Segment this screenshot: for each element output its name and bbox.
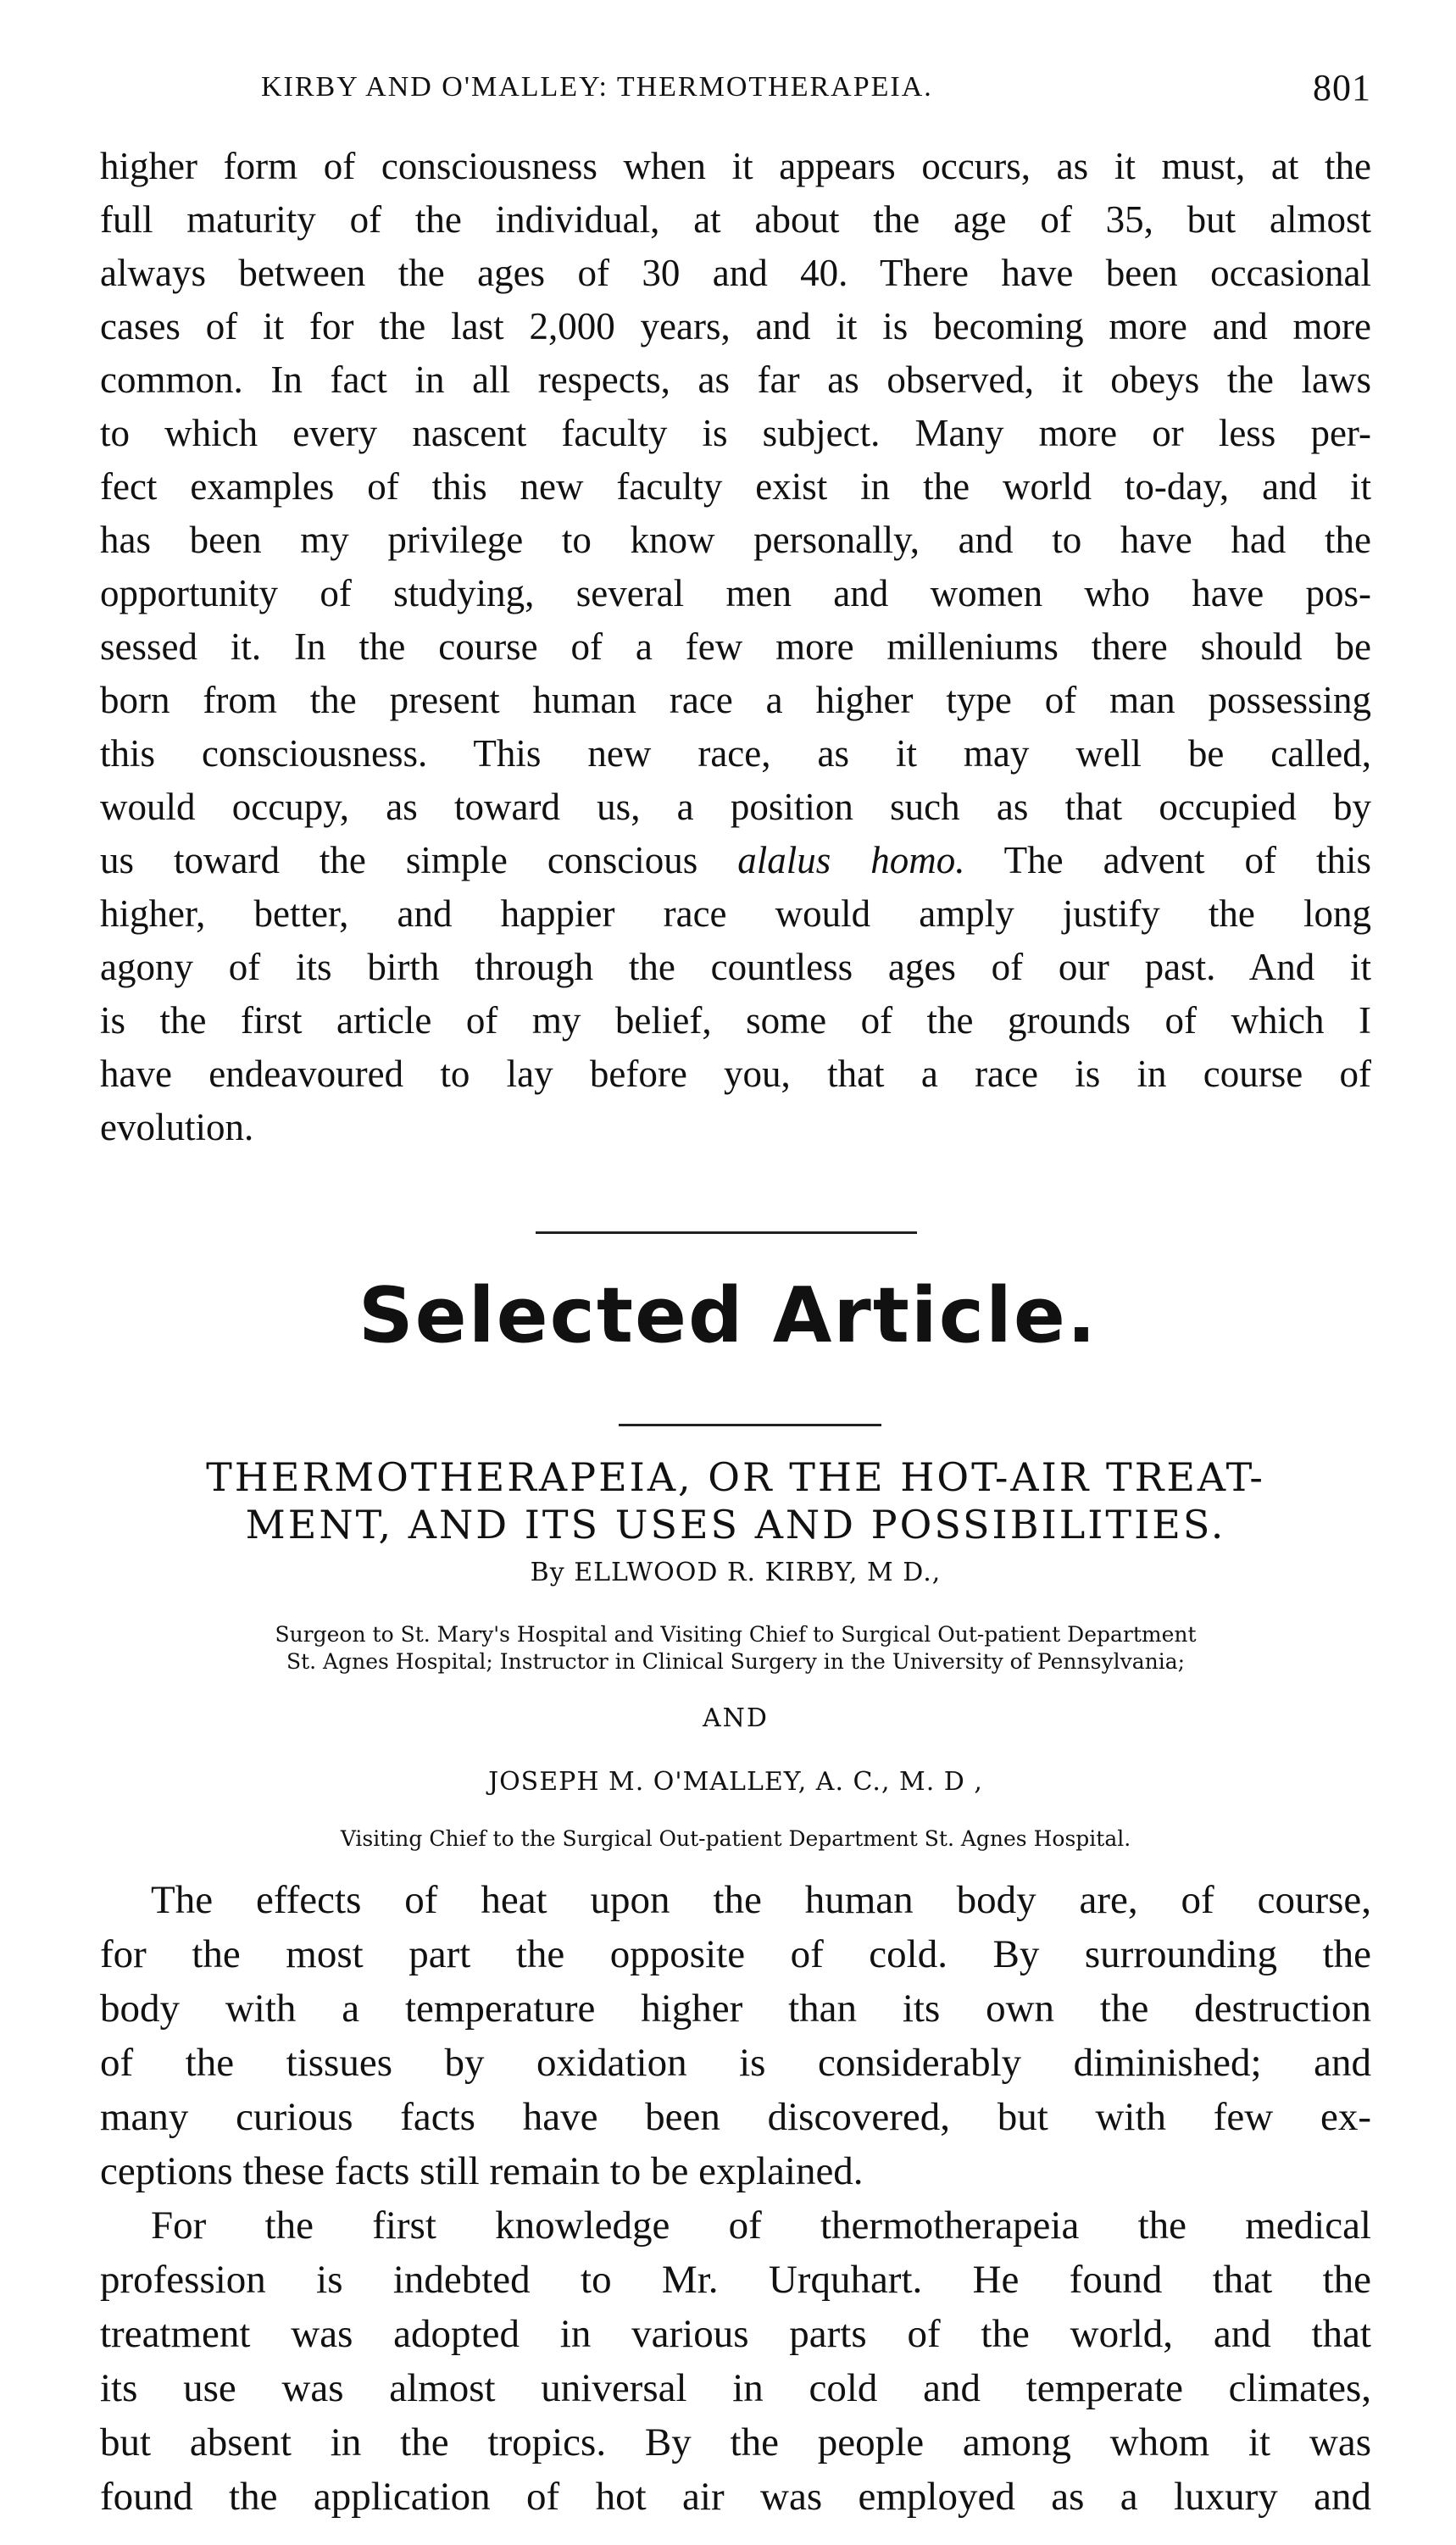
- text-line: would occupy, as toward us, a position such as that occupied by: [100, 786, 1371, 828]
- article-title: [100, 1453, 1371, 1548]
- text-line: The effects of heat upon the human body are, of course,: [151, 1878, 1371, 1922]
- text-line: body with a temperature higher than its own the destruction: [100, 1987, 1371, 2031]
- author-byline: By ELLWOOD R. KIRBY, M D.,: [530, 1558, 942, 1587]
- text-line: evolution.: [100, 1106, 254, 1148]
- text-line: For the first knowledge of thermotherapeia the medical: [151, 2203, 1371, 2248]
- previous-article-text: [100, 140, 1371, 1154]
- text-segment: The advent of this: [964, 839, 1371, 881]
- text-line: cases of it for the last 2,000 years, and it is becoming more and more: [100, 305, 1371, 347]
- text-line: higher form of consciousness when it appears occurs, as it must, at the: [100, 145, 1371, 187]
- text-line: of the tissues by oxidation is considerably diminished; and: [100, 2041, 1371, 2085]
- text-line: has been my privilege to know personally, and to have had the: [100, 519, 1371, 561]
- article-title-line: THERMOTHERAPEIA, OR THE HOT-AIR TREAT-: [206, 1454, 1265, 1500]
- affiliation-line: Surgeon to St. Mary's Hospital and Visiting Chief to Surgical Out-patient Department: [275, 1622, 1197, 1647]
- text-segment: us toward the simple conscious: [100, 839, 738, 881]
- author-affiliation: Visiting Chief to the Surgical Out-patient Department St. Agnes Hospital.: [340, 1826, 1131, 1851]
- text-line: found the application of hot air was employed as a luxury and: [100, 2475, 1371, 2519]
- text-line: always between the ages of 30 and 40. There have been occasional: [100, 252, 1371, 294]
- running-title: KIRBY AND O'MALLEY: THERMOTHERAPEIA.: [261, 71, 933, 103]
- author-conjunction: AND: [703, 1703, 769, 1733]
- text-line: opportunity of studying, several men and women who have pos-: [100, 572, 1371, 614]
- text-line: profession is indebted to Mr. Urquhart. He found that the: [100, 2258, 1371, 2302]
- author-byline: JOSEPH M. O'MALLEY, A. C., M. D ,: [488, 1767, 983, 1797]
- title-divider: [619, 1424, 881, 1426]
- running-head: [100, 67, 1371, 122]
- page-number: 801: [1313, 67, 1371, 108]
- text-line: full maturity of the individual, at about the age of 35, but almost: [100, 198, 1371, 241]
- text-line: born from the present human race a higher type of man possessing: [100, 679, 1371, 721]
- text-line: sessed it. In the course of a few more milleniums there should be: [100, 625, 1371, 668]
- author-affiliation: [100, 1621, 1371, 1675]
- text-line: its use was almost universal in cold and temperate climates,: [100, 2366, 1371, 2410]
- text-line: is the first article of my belief, some of the grounds of which I: [100, 999, 1371, 1042]
- text-line: fect examples of this new faculty exist in the world to-day, and it: [100, 465, 1371, 508]
- text-line: common. In fact in all respects, as far as observed, it obeys the laws: [100, 358, 1371, 401]
- italic-term: alalus homo.: [737, 839, 965, 881]
- text-line: many curious facts have been discovered, but with few ex-: [100, 2095, 1371, 2139]
- text-line: higher, better, and happier race would amply justify the long: [100, 892, 1371, 935]
- text-line: have endeavoured to lay before you, that a race is in course of: [100, 1053, 1371, 1095]
- section-divider: [536, 1231, 917, 1234]
- text-line: to which every nascent faculty is subject. Many more or less per-: [100, 412, 1371, 454]
- affiliation-line: St. Agnes Hospital; Instructor in Clinical Surgery in the University of Pennsylvania;: [286, 1649, 1186, 1674]
- section-heading: Selected Article.: [358, 1271, 1098, 1360]
- article-body: [100, 1873, 1371, 2524]
- article-title-line: MENT, AND ITS USES AND POSSIBILITIES.: [245, 1502, 1226, 1548]
- text-line: for the most part the opposite of cold. By surrounding the: [100, 1932, 1371, 1976]
- text-line: ceptions these facts still remain to be explained.: [100, 2149, 864, 2193]
- text-line: agony of its birth through the countless ages of our past. And it: [100, 946, 1371, 988]
- text-line: this consciousness. This new race, as it may well be called,: [100, 732, 1371, 775]
- text-line: but absent in the tropics. By the people among whom it was: [100, 2420, 1371, 2464]
- text-line: treatment was adopted in various parts of the world, and that: [100, 2312, 1371, 2356]
- text-line-with-italic: [100, 834, 1371, 887]
